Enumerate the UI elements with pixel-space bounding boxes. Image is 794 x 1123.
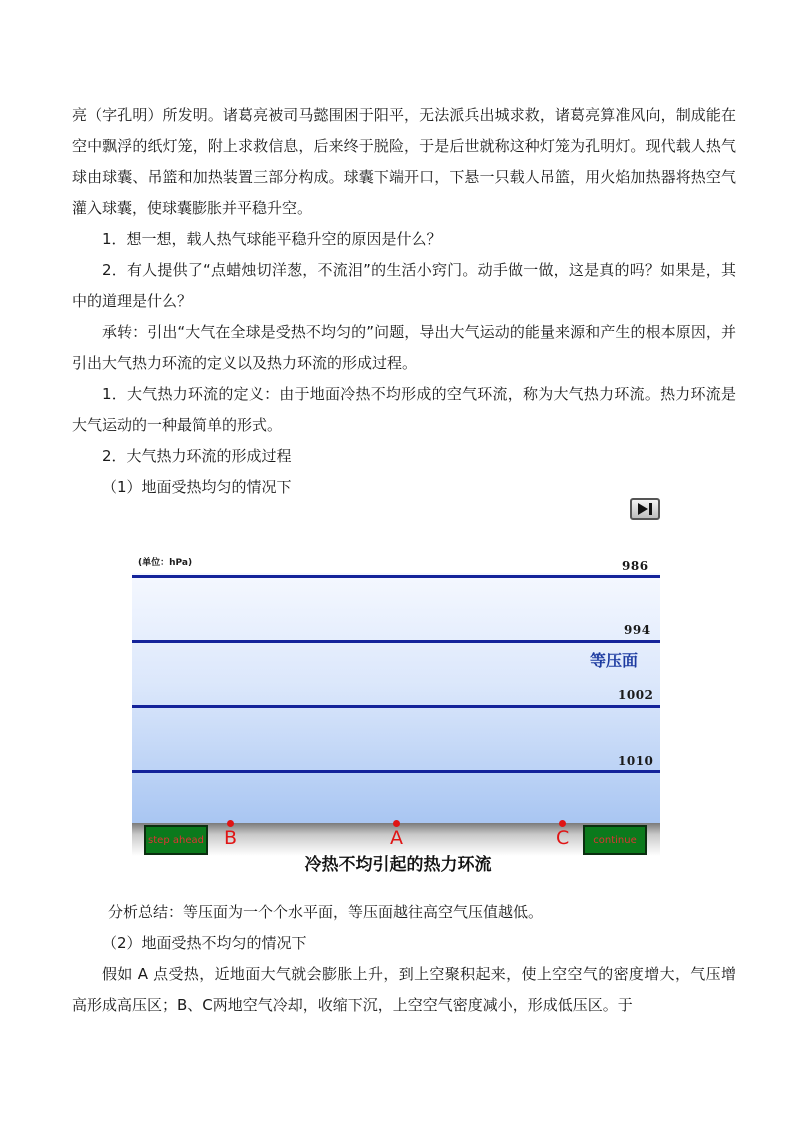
point-a-label: A xyxy=(390,827,403,849)
point-c-label: C xyxy=(556,827,570,849)
isobar-label-1002: 1002 xyxy=(618,688,654,702)
question-2: 2．有人提供了“点蜡烛切洋葱，不流泪”的生活小窍门。动手做一做，这是真的吗？如果是，其中的道理是什么？ xyxy=(72,261,736,310)
isobar-label-986: 986 xyxy=(622,559,649,573)
point-c-marker xyxy=(559,820,566,827)
atmosphere-area xyxy=(132,573,660,823)
isobar-line-986 xyxy=(132,575,660,578)
definition-paragraph: 1．大气热力环流的定义：由于地面冷热不均形成的空气环流，称为大气热力环流。热力环流是大气运动的一种最简单的形式。 xyxy=(72,385,736,434)
skip-forward-button[interactable] xyxy=(630,498,660,520)
isobar-label-1010: 1010 xyxy=(618,754,654,768)
unit-label: (单位：hPa) xyxy=(138,558,193,568)
question-1: 1．想一想，载人热气球能平稳升空的原因是什么？ xyxy=(102,230,442,248)
point-a-marker xyxy=(393,820,400,827)
case-2-heading: （2）地面受热不均匀的情况下 xyxy=(102,934,307,952)
figure-caption: 冷热不均引起的热力环流 xyxy=(304,855,492,875)
process-heading: 2．大气热力环流的形成过程 xyxy=(102,447,292,465)
skip-forward-icon xyxy=(636,502,654,516)
step-ahead-button[interactable]: step ahead xyxy=(144,825,208,855)
isobar-line-994 xyxy=(132,640,660,643)
isobar-line-1010 xyxy=(132,770,660,773)
isobar-line-1002 xyxy=(132,705,660,708)
point-b-marker xyxy=(227,820,234,827)
hot-point-paragraph: 假如 A 点受热，近地面大气就会膨胀上升，到上空聚积起来，使上空空气的密度增大，气压增高形成高压区；B、C两地空气冷却，收缩下沉，上空空气密度减小，形成低压区。于 xyxy=(72,965,736,1014)
thermal-circulation-animation xyxy=(128,495,668,880)
case-1-heading: （1）地面受热均匀的情况下 xyxy=(102,478,292,496)
point-b-label: B xyxy=(224,827,238,849)
summary-paragraph: 分析总结：等压面为一个个水平面，等压面越往高空气压值越低。 xyxy=(108,903,544,921)
intro-paragraph: 亮（字孔明）所发明。诸葛亮被司马懿围困于阳平，无法派兵出城求救，诸葛亮算准风向，制成能在空中飘浮的纸灯笼，附上求救信息，后来终于脱险，于是后世就称这种灯笼为孔明灯。现代载人热气球由球囊、吊篮和加热装置三部分构成。球囊下端开口，下悬一只载人吊篮，用火焰加热器将热空气灌入球囊，使球囊膨胀并平稳升空。 xyxy=(72,106,736,217)
isobar-label-994: 994 xyxy=(624,623,651,637)
continue-button[interactable]: continue xyxy=(583,825,647,855)
isobar-title: 等压面 xyxy=(590,651,639,670)
transition-paragraph: 承转：引出“大气在全球是受热不均匀的”问题，导出大气运动的能量来源和产生的根本原因，并引出大气热力环流的定义以及热力环流的形成过程。 xyxy=(72,323,736,372)
